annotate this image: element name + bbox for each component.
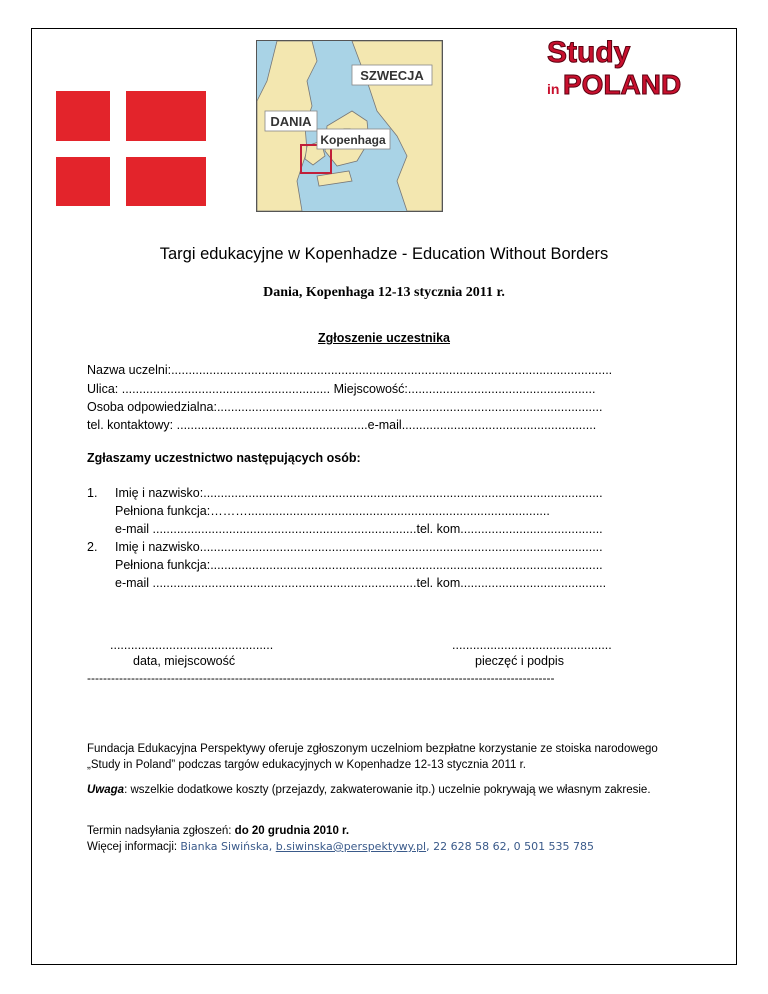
logo-poland-text: POLAND xyxy=(563,69,682,100)
participant2-number: 2. xyxy=(87,540,98,554)
city-field[interactable]: ...................................................... xyxy=(407,382,596,396)
logo-study-text: Study xyxy=(547,36,631,69)
participant1-email-label: e-mail xyxy=(115,522,153,536)
map-graphic xyxy=(257,41,442,211)
stamp-signature-label: pieczęć i podpis xyxy=(475,654,564,668)
contact-email-link[interactable]: b.siwinska@perspektywy.pl xyxy=(275,840,427,853)
logo-graphic xyxy=(545,36,705,100)
note-paragraph xyxy=(87,782,687,798)
phone-label: tel. kontaktowy: xyxy=(87,418,177,432)
participant1-function-label: Pełniona funkcja: xyxy=(115,504,211,518)
participant2-name-label: Imię i nazwisko xyxy=(115,540,200,554)
note-text: : wszelkie dodatkowe koszty (przejazdy, zakwaterowanie itp.) uczelnie pokrywają we własnym zakresie. xyxy=(124,784,651,796)
contact-name: Bianka Siwińska, xyxy=(180,840,276,853)
map-label-denmark: DANIA xyxy=(270,114,312,129)
email-field[interactable]: ........................................................ xyxy=(401,418,597,432)
danish-flag-image xyxy=(56,91,206,206)
participant1-number: 1. xyxy=(87,486,98,500)
deadline-value: do 20 grudnia 2010 r. xyxy=(234,825,350,837)
deadline-paragraph xyxy=(87,823,687,839)
participant1-email-field[interactable]: ............................................................................ xyxy=(152,522,417,536)
date-place-field[interactable]: ............................................... xyxy=(110,638,274,652)
participant2-name-field[interactable]: .................................................................................................................... xyxy=(199,540,603,554)
note-label: Uwaga xyxy=(87,784,125,796)
email-label: e-mail xyxy=(367,418,402,432)
stamp-signature-field[interactable]: .............................................. xyxy=(452,638,612,652)
institution-row xyxy=(87,363,612,377)
participant2-function-label: Pełniona funkcja: xyxy=(115,558,211,572)
street-row xyxy=(87,382,595,396)
participants-heading: Zgłaszamy uczestnictwo następujących osób: xyxy=(87,451,361,465)
participant1-name-label: Imię i nazwisko: xyxy=(115,486,204,500)
form-section-title: Zgłoszenie uczestnika xyxy=(318,331,450,345)
street-field[interactable]: ............................................................ xyxy=(121,382,331,396)
participant1-mobile-label: tel. kom. xyxy=(416,522,464,536)
deadline-label: Termin nadsyłania zgłoszeń: xyxy=(87,825,235,837)
study-in-poland-logo xyxy=(545,36,705,100)
separator-line: --------------------------------------------------------------------------------------------------------------------- xyxy=(87,671,555,685)
participant2-name-row xyxy=(87,540,603,554)
participant2-contact-row xyxy=(115,576,606,590)
map-label-sweden: SZWECJA xyxy=(360,68,424,83)
phone-field[interactable]: ....................................................... xyxy=(176,418,368,432)
denmark-map-image xyxy=(256,40,443,212)
phone-row xyxy=(87,418,596,432)
info-paragraph: Fundacja Edukacyjna Perspektywy oferuje zgłoszonym uczelniom bezpłatne korzystanie ze stoiska narodowego „Study in Poland” podczas targów edukacyjnych w Kopenhadze 12-13 stycznia 2011 r. xyxy=(87,743,658,771)
logo-in-text: in xyxy=(547,81,560,97)
participant2-mobile-field[interactable]: ......................................... xyxy=(463,576,607,590)
participant1-name-row xyxy=(87,486,603,500)
participant2-function-field[interactable]: ................................................................................................................. xyxy=(210,558,603,572)
person-field[interactable]: ............................................................................................................... xyxy=(216,400,603,414)
contact-phones: , 22 628 58 62, 0 501 535 785 xyxy=(426,840,595,853)
contact-paragraph xyxy=(87,839,687,855)
participant1-mobile-field[interactable]: ........................................ xyxy=(463,522,603,536)
date-place-label: data, miejscowość xyxy=(133,654,236,668)
institution-field[interactable]: ............................................................................................................................... xyxy=(171,363,613,377)
participant2-mobile-label: tel. kom. xyxy=(416,576,464,590)
page-title: Targi edukacyjne w Kopenhadze - Education Without Borders xyxy=(159,245,609,263)
person-label: Osoba odpowiedzialna: xyxy=(87,400,217,414)
flag-cross-horizontal xyxy=(56,141,206,157)
participant1-name-field[interactable]: ................................................................................................................... xyxy=(203,486,603,500)
more-info-label: Więcej informacji: xyxy=(87,841,181,853)
institution-label: Nazwa uczelni: xyxy=(87,363,172,377)
person-row xyxy=(87,400,602,414)
map-label-city: Kopenhaga xyxy=(320,133,386,147)
participant2-function-row xyxy=(115,558,603,572)
city-label: Miejscowość: xyxy=(330,382,408,396)
street-label: Ulica: xyxy=(87,382,122,396)
participant1-function-field[interactable]: ………....................................................................................... xyxy=(210,504,550,518)
participant2-email-field[interactable]: ............................................................................ xyxy=(152,576,417,590)
participant2-email-label: e-mail xyxy=(115,576,153,590)
participant1-function-row xyxy=(115,504,550,518)
event-subtitle: Dania, Kopenhaga 12-13 stycznia 2011 r. xyxy=(263,285,505,300)
participant1-contact-row xyxy=(115,522,603,536)
